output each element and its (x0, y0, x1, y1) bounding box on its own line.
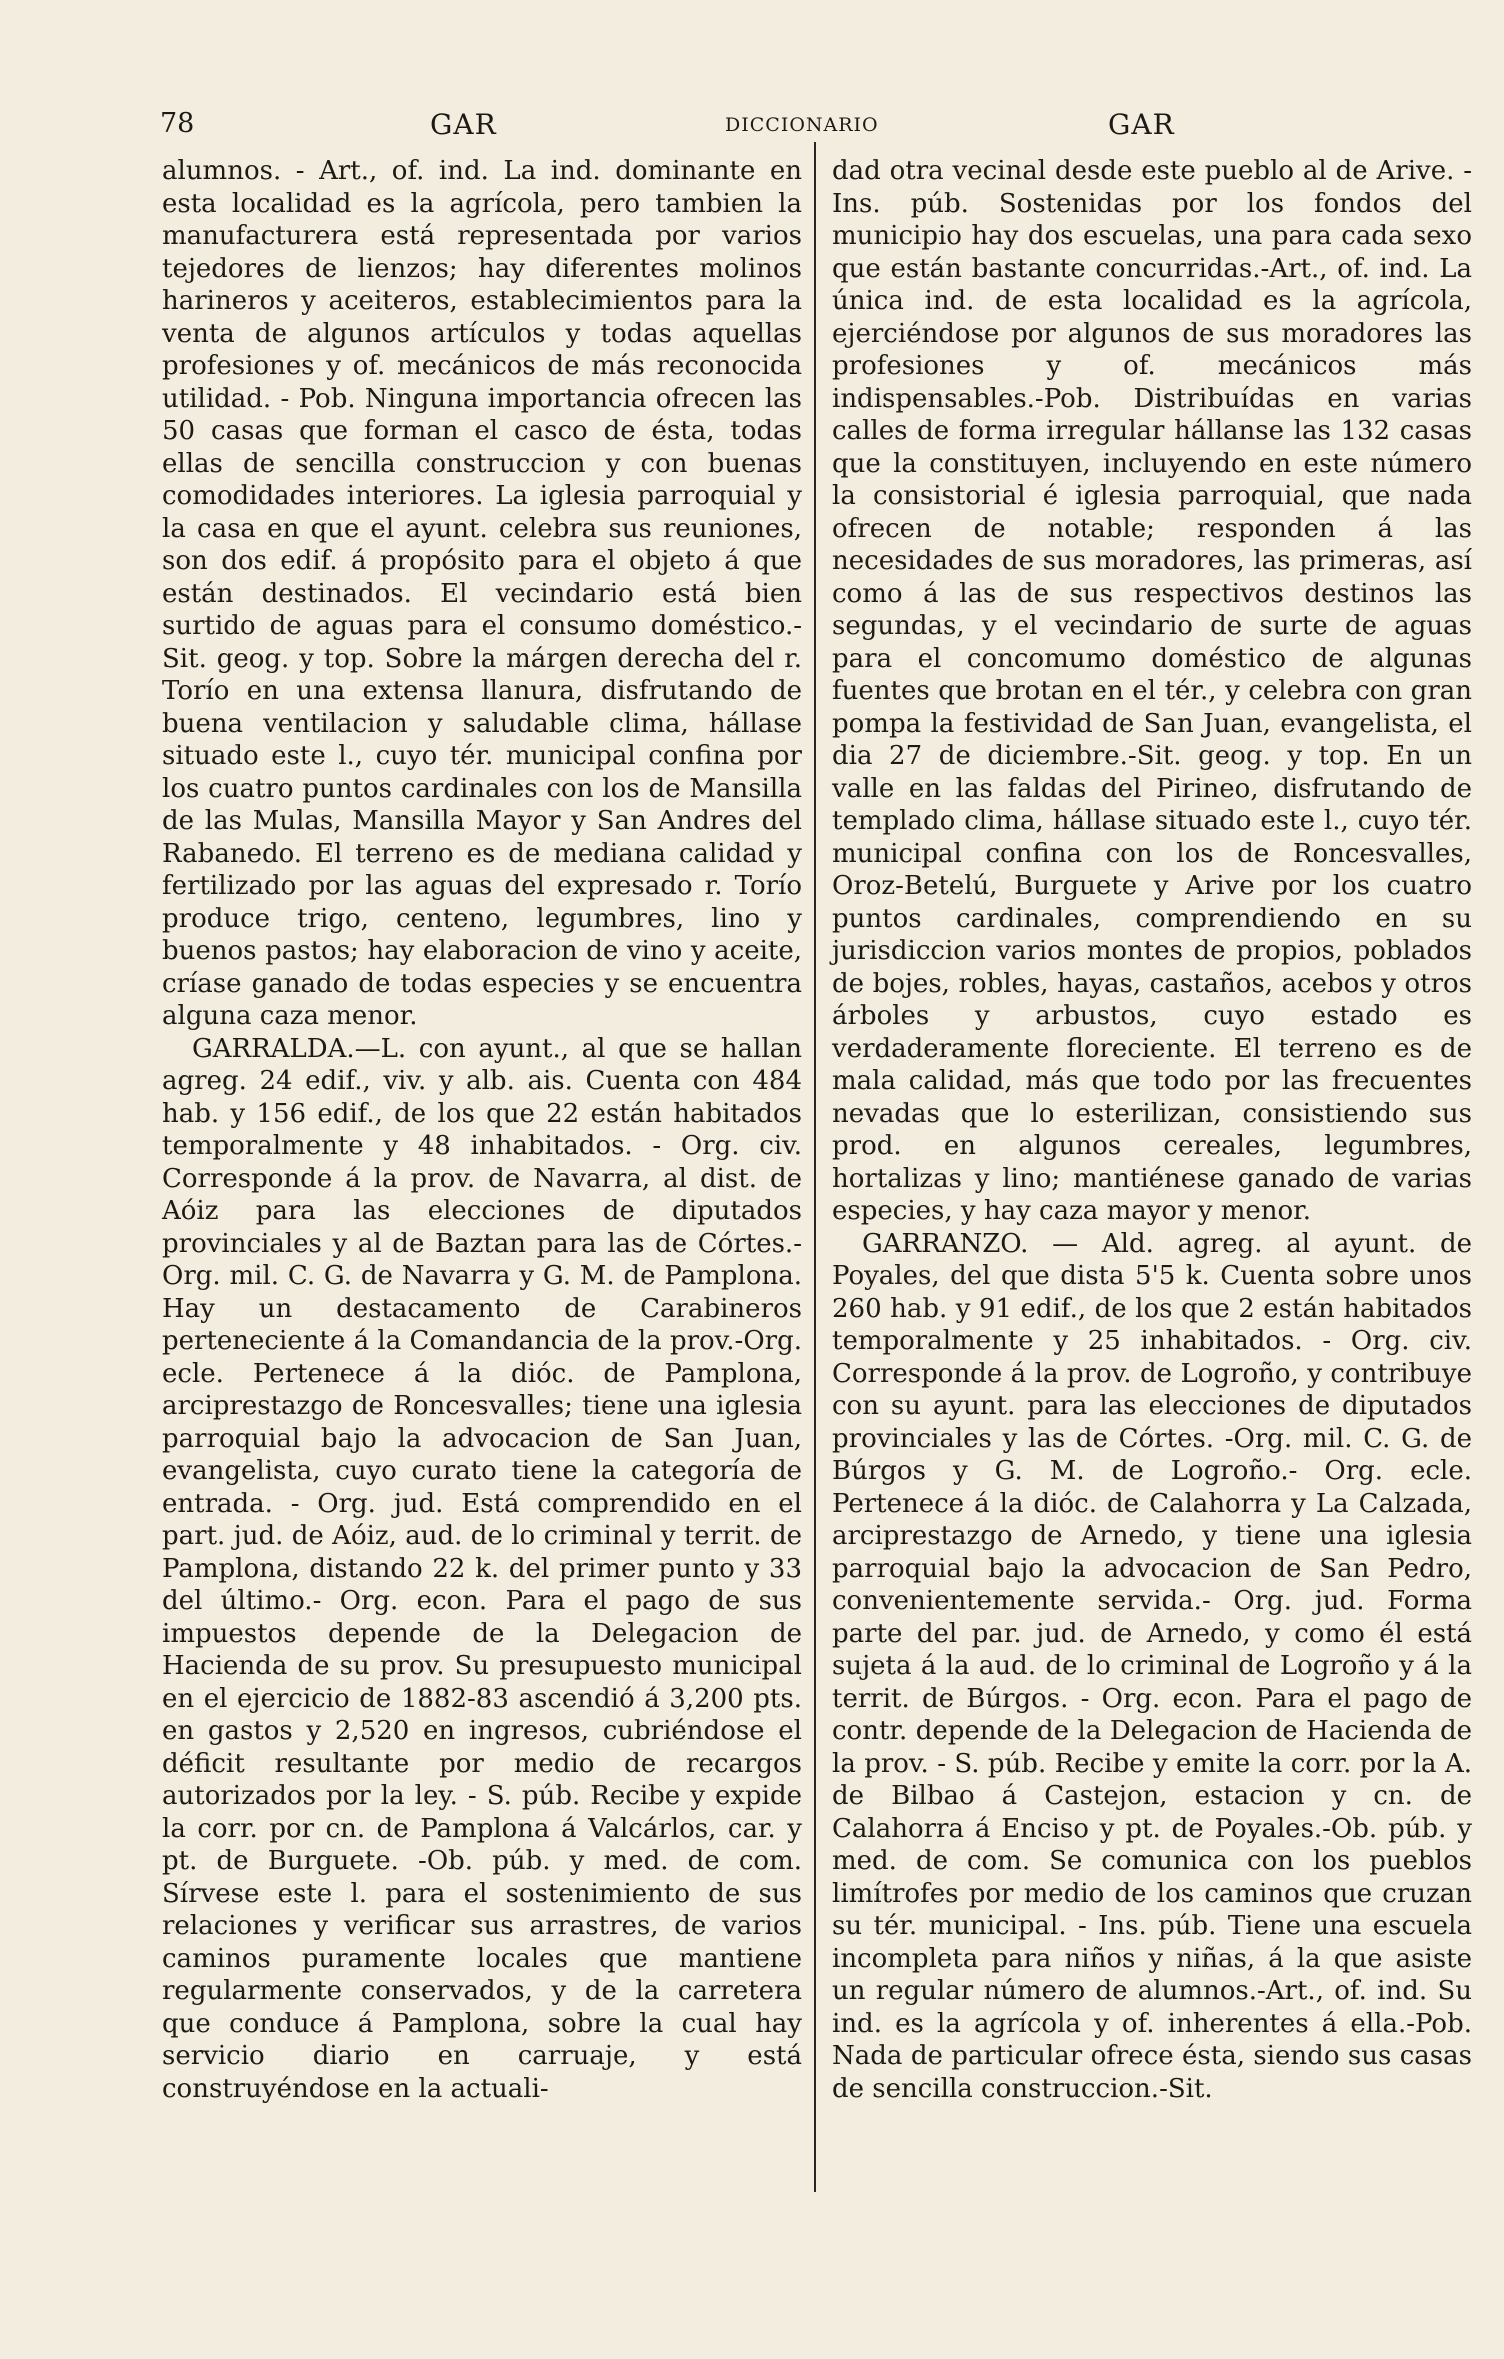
page-header (160, 108, 1460, 148)
right-column (832, 155, 1472, 2105)
page-number: 78 (160, 108, 195, 139)
entry-garralda-continued: dad otra vecinal desde este pueblo al de Arive. -Ins. púb. Sostenidas por los fondos del municipio hay dos escuelas, una para cada sexo que están bastante concurridas.-Art., of. ind. La única ind. de esta localidad es la agrícola, ejerciéndose por algunos de sus moradores las profesiones y of. mecánicos más indispensables.-Pob. Distribuídas en varias calles de forma irregular hállanse las 132 casas que la constituyen, incluyendo en este número la consistorial é iglesia parroquial, que nada ofrecen de notable; responden á las necesidades de sus moradores, las primeras, así como á las de sus respectivos destinos las segundas, y el vecindario de surte de aguas para el concomumo doméstico de algunas fuentes que brotan en el tér., y celebra con gran pompa la festividad de San Juan, evangelista, el dia 27 de diciembre.-Sit. geog. y top. En un valle en las faldas del Pirineo, disfrutando de templado clima, hállase situado este l., cuyo tér. municipal confina con los de Roncesvalles, Oroz-Betelú, Burguete y Arive por los cuatro puntos cardinales, comprendiendo en su jurisdiccion varios montes de propios, poblados de bojes, robles, hayas, castaños, acebos y otros árboles y arbustos, cuyo estado es verdaderamente floreciente. El terreno es de mala calidad, más que todo por las frecuentes nevadas que lo esterilizan, consistiendo sus prod. en algunos cereales, legumbres, hortalizas y lino; mantiénese ganado de varias especies, y hay caza mayor y menor. (832, 156, 1472, 1226)
header-right-word: GAR (1108, 108, 1175, 141)
entry-garralda: GARRALDA.—L. con ayunt., al que se hallan agreg. 24 edif., viv. y alb. ais. Cuenta con 484 hab. y 156 edif., de los que 22 están habitados temporalmente y 48 inhabitados. - Org. civ. Corresponde á la prov. de Navarra, al dist. de Aóiz para las elecciones de diputados provinciales y al de Baztan para las de Córtes.-Org. mil. C. G. de Navarra y G. M. de Pamplona. Hay un destacamento de Carabineros perteneciente á la Comandancia de la prov.-Org. ecle. Pertenece á la dióc. de Pamplona, arciprestazgo de Roncesvalles; tiene una iglesia parroquial bajo la advocacion de San Juan, evangelista, cuyo curato tiene la categoría de entrada. - Org. jud. Está comprendido en el part. jud. de Aóiz, aud. de lo criminal y territ. de Pamplona, distando 22 k. del primer punto y 33 del último.- Org. econ. Para el pago de sus impuestos depende de la Delegacion de Hacienda de su prov. Su presupuesto municipal en el ejercicio de 1882-83 ascendió á 3,200 pts. en gastos y 2,520 en ingresos, cubriéndose el déficit resultante por medio de recargos autorizados por la ley. - S. púb. Recibe y expide la corr. por cn. de Pamplona á Valcárlos, car. y pt. de Burguete. -Ob. púb. y med. de com. Sírvese este l. para el sostenimiento de sus relaciones y verificar sus arrastres, de varios caminos puramente locales que mantiene regularmente conservados, y de la carretera que conduce á Pamplona, sobre la cual hay servicio diario en carruaje, y está construyéndose en la actuali- (162, 1033, 802, 2104)
left-column (162, 155, 802, 2105)
column-divider (814, 142, 816, 2192)
entry-text-continued: alumnos. - Art., of. ind. La ind. dominante en esta localidad es la agrícola, pero tambien la manufacturera está representada por varios tejedores de lienzos; hay diferentes molinos harineros y aceiteros, establecimientos para la venta de algunos artículos y todas aquellas profesiones y of. mecánicos de más reconocida utilidad. - Pob. Ninguna importancia ofrecen las 50 casas que forman el casco de ésta, todas ellas de sencilla construccion y con buenas comodidades interiores. La iglesia parroquial y la casa en que el ayunt. celebra sus reuniones, son dos edif. á propósito para el objeto á que están destinados. El vecindario está bien surtido de aguas para el consumo doméstico.-Sit. geog. y top. Sobre la márgen derecha del r. Torío en una extensa llanura, disfrutando de buena ventilacion y saludable clima, hállase situado este l., cuyo tér. municipal confina por los cuatro puntos cardinales con los de Mansilla de las Mulas, Mansilla Mayor y San Andres del Rabanedo. El terreno es de mediana calidad y fertilizado por las aguas del expresado r. Torío produce trigo, centeno, legumbres, lino y buenos pastos; hay elaboracion de vino y aceite, críase ganado de todas especies y se encuentra alguna caza menor. (162, 156, 802, 1031)
header-title: DICCIONARIO (725, 114, 879, 136)
entry-garranzo: GARRANZO. — Ald. agreg. al ayunt. de Poyales, del que dista 5'5 k. Cuenta sobre unos 260 hab. y 91 edif., de los que 2 están habitados temporalmente y 25 inhabitados. - Org. civ. Corresponde á la prov. de Logroño, y contribuye con su ayunt. para las elecciones de diputados provinciales y las de Córtes. -Org. mil. C. G. de Búrgos y G. M. de Logroño.- Org. ecle. Pertenece á la dióc. de Calahorra y La Calzada, arciprestazgo de Arnedo, y tiene una iglesia parroquial bajo la advocacion de San Pedro, convenientemente servida.- Org. jud. Forma parte del par. jud. de Arnedo, y como él está sujeta á la aud. de lo criminal de Logroño y á la territ. de Búrgos. - Org. econ. Para el pago de contr. depende de la Delegacion de Hacienda de la prov. - S. púb. Recibe y emite la corr. por la A. de Bilbao á Castejon, estacion y cn. de Calahorra á Enciso y pt. de Poyales.-Ob. púb. y med. de com. Se comunica con los pueblos limítrofes por medio de los caminos que cruzan su tér. municipal. - Ins. púb. Tiene una escuela incompleta para niños y niñas, á la que asiste un regular número de alumnos.-Art., of. ind. Su ind. es la agrícola y of. inherentes á ella.-Pob. Nada de particular ofrece ésta, siendo sus casas de sencilla construccion.-Sit. (832, 1228, 1472, 2104)
header-left-word: GAR (430, 108, 497, 141)
